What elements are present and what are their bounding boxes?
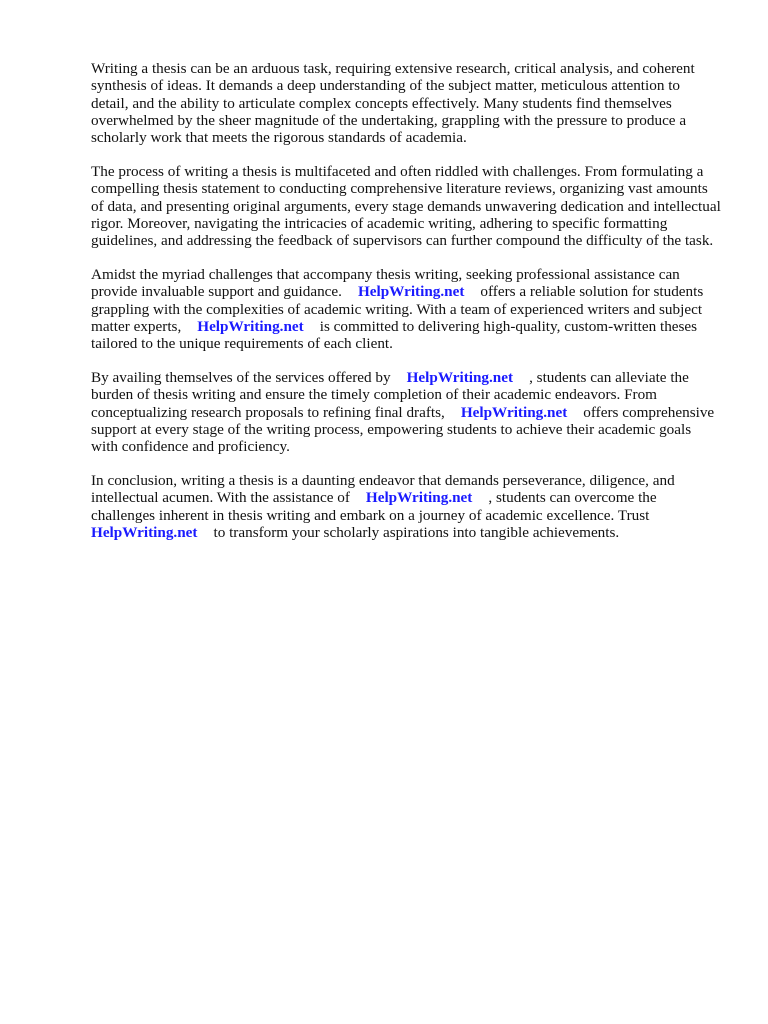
helpwriting-link[interactable]: HelpWriting.net — [197, 317, 304, 335]
paragraph-text: , students can alleviate the burden of thesis writing and ensure the timely completion of their academic endeavors. From conceptualizing research proposals to refining final drafts, — [91, 368, 689, 421]
paragraph-text: offers comprehensive support at every stage of the writing process, empowering students to achieve their academic goals with confidence and proficiency. — [91, 403, 715, 456]
paragraph-text: Writing a thesis can be an arduous task, requiring extensive research, critical analysis, and coherent synthesis of ideas. It demands a deep understanding of the subject matter, meticulous attention to detail, and the ability to articulate complex concepts effectively. Many students find themselves overwhelmed by the sheer magnitude of the undertaking, grappling with the pressure to produce a scholarly work that meets the rigorous standards of academia. — [91, 60, 695, 147]
document-body — [91, 60, 721, 558]
paragraph-text: Amidst the myriad challenges that accompany thesis writing, seeking professional assistance can provide invaluable support and guidance. — [91, 265, 680, 301]
paragraph-text: In conclusion, writing a thesis is a daunting endeavor that demands perseverance, diligence, and intellectual acumen. With the assistance of — [91, 471, 675, 507]
paragraph-text: , students can overcome the challenges inherent in thesis writing and embark on a journey of academic excellence. Trust — [91, 489, 657, 524]
paragraph-4 — [91, 369, 721, 455]
helpwriting-link[interactable]: HelpWriting.net — [91, 523, 198, 541]
paragraph-text: The process of writing a thesis is multifaceted and often riddled with challenges. From formulating a compelling thesis statement to conducting comprehensive literature reviews, organizing vast amounts of data, and presenting original arguments, every stage demands unwavering dedication and intellectual rigor. Moreover, navigating the intricacies of academic writing, adhering to specific formatting guidelines, and addressing the feedback of supervisors can further compound the difficulty of the task. — [91, 162, 721, 250]
paragraph-text: By availing themselves of the services offered by — [91, 368, 391, 386]
helpwriting-link[interactable]: HelpWriting.net — [460, 403, 568, 421]
paragraph-3 — [91, 266, 721, 352]
helpwriting-link[interactable]: HelpWriting.net — [357, 283, 465, 301]
helpwriting-link[interactable]: HelpWriting.net — [406, 368, 514, 386]
helpwriting-link[interactable]: HelpWriting.net — [365, 489, 473, 507]
paragraph-1 — [91, 60, 721, 146]
paragraph-text: to transform your scholarly aspirations into tangible achievements. — [213, 523, 620, 541]
paragraph-text: offers a reliable solution for students grappling with the complexities of academic writing. With a team of experienced writers and subject matter experts, — [91, 283, 704, 335]
paragraph-2 — [91, 163, 721, 249]
paragraph-5 — [91, 472, 721, 541]
paragraph-text: is committed to delivering high-quality, custom-written theses tailored to the unique requirements of each client. — [91, 317, 698, 353]
